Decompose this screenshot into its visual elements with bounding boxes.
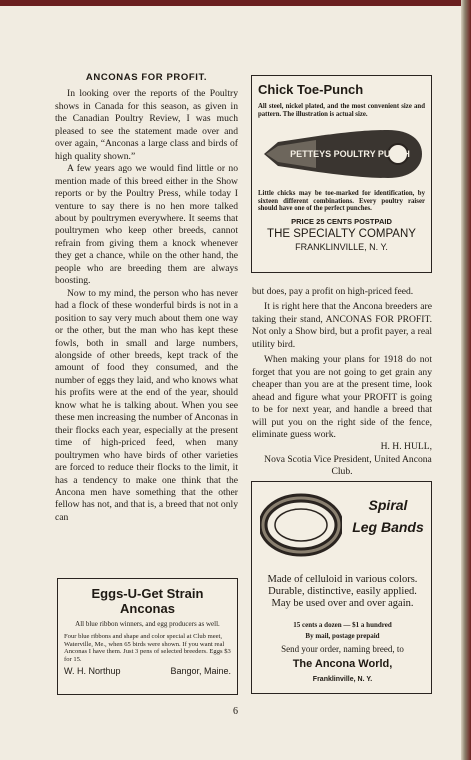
eggs-ad-subtitle: All blue ribbon winners, and egg producers as well. [75,620,220,628]
bands-publisher: The Ancona World, [292,658,393,670]
page-number: 6 [233,706,238,717]
bands-brand [347,494,429,538]
bands-offer [258,620,427,642]
bands-brand-line1: Spiral [368,497,408,513]
article-paragraph: but does, pay a profit on high-priced feed. [252,286,414,297]
bands-brand-line2: Leg Bands [352,519,424,535]
eggs-ad-body: Four blue ribbons and shape and color special at Club meet, Waterville, Me., when 65 birds were shown. If you want real Anconas I have them. Just 3 pens of selected breeders. Eggs $3 for 15. [64,633,231,663]
ad-city: FRANKLINVILLE, N. Y. [295,241,388,252]
spiral-band-illustration [260,492,342,558]
eggs-ad-town: Bangor, Maine. [170,666,231,677]
article-signature-title: Nova Scotia Vice President, United Ancona Club. [264,453,432,478]
ad-note: Little chicks may be toe-marked for identification, by sixteen different combinations. Every poultry raiser should have one of the perfect punches. [258,190,425,213]
toe-punch-illustration [258,124,426,186]
article-right-column [252,286,432,479]
article-paragraph: A few years ago we would find little or no mention made of this breed either in the Show reports or by the Poultry Press, while today I venture to say there is no hen more talked about by poultrymen everywhere. It seems that poultrymen who keep other breeds, cannot refrain from giving them a knock whenever they get a chance, while on the other hand, the people who are breeding them are always boosting. [55,163,238,287]
bands-price: 15 cents a dozen — $1 a hundred [293,621,392,629]
chick-toe-punch-ad [251,75,432,273]
article-paragraph: Now to my mind, the person who has never had a flock of these wonderful birds is not in a position to say very much about them one way or the other, but the man who has kept these fowls, both in small and large numbers, alongside of other breeds, kept track of the amount of food they consumed, and the number of eggs they laid, and who knows what his profits were at the end of the year, should know what he is talking about. When you see these men increasing the number of Anconas in their flocks each year, especially at the present time of high-priced feed, when many poultrymen who have birds of other varieties are forced to reduce their flocks to the limit, it has a tendency to make one think that the Ancona men have something that the other fellow has not, and that is, a breed that not only can [55,287,238,523]
article-left-column [55,72,238,524]
page-top-edge [0,0,471,6]
article-paragraph: It is right here that the Ancona breeders are taking their stand, ANCONAS FOR PROFIT. Not only a Show bird, but a profit payer, a real utility bird. [252,301,432,350]
ad-title: Chick Toe-Punch [258,82,364,97]
bands-description: Made of celluloid in various colors. Durable, distinctive, easily applied. May be used over and over again. [267,574,418,609]
article-heading: ANCONAS FOR PROFIT. [85,72,208,83]
ad-price: PRICE 25 CENTS POSTPAID [291,216,392,226]
book-binding [461,0,471,760]
spiral-leg-bands-ad [251,481,432,694]
eggs-ad-title: Eggs-U-Get Strain Anconas [91,586,204,616]
article-paragraph: In looking over the reports of the Poultry shows in Canada for this season, as given in the Canadian Poultry Review, I was much pleased to see the statement made over and over again, “Anconas a large class and birds of high quality shown.” [55,88,238,162]
bands-postage: By mail, postage prepaid [305,632,380,640]
bands-city: Franklinville, N. Y. [312,676,373,683]
punch-logo-text: PETTEYS POULTRY PUNCH [290,149,410,160]
article-signature: H. H. HULL, [380,441,432,453]
eggs-u-get-ad [57,578,238,695]
bands-send-line: Send your order, naming breed, to [281,644,404,654]
eggs-ad-footer [64,666,231,676]
ad-intro: All steel, nickel plated, and the most convenient size and pattern. The illustration is actual size. [258,103,425,118]
article-paragraph: When making your plans for 1918 do not forget that you are not going to get grain any cheaper than you are at the present time, look ahead and figure what your PROFIT is going to be for next year, and handle a breed that will put you on the right side of the fence, eliminate guess work. [252,354,432,440]
ad-company: THE SPECIALTY COMPANY [267,227,416,240]
eggs-ad-name: W. H. Northup [64,666,121,677]
